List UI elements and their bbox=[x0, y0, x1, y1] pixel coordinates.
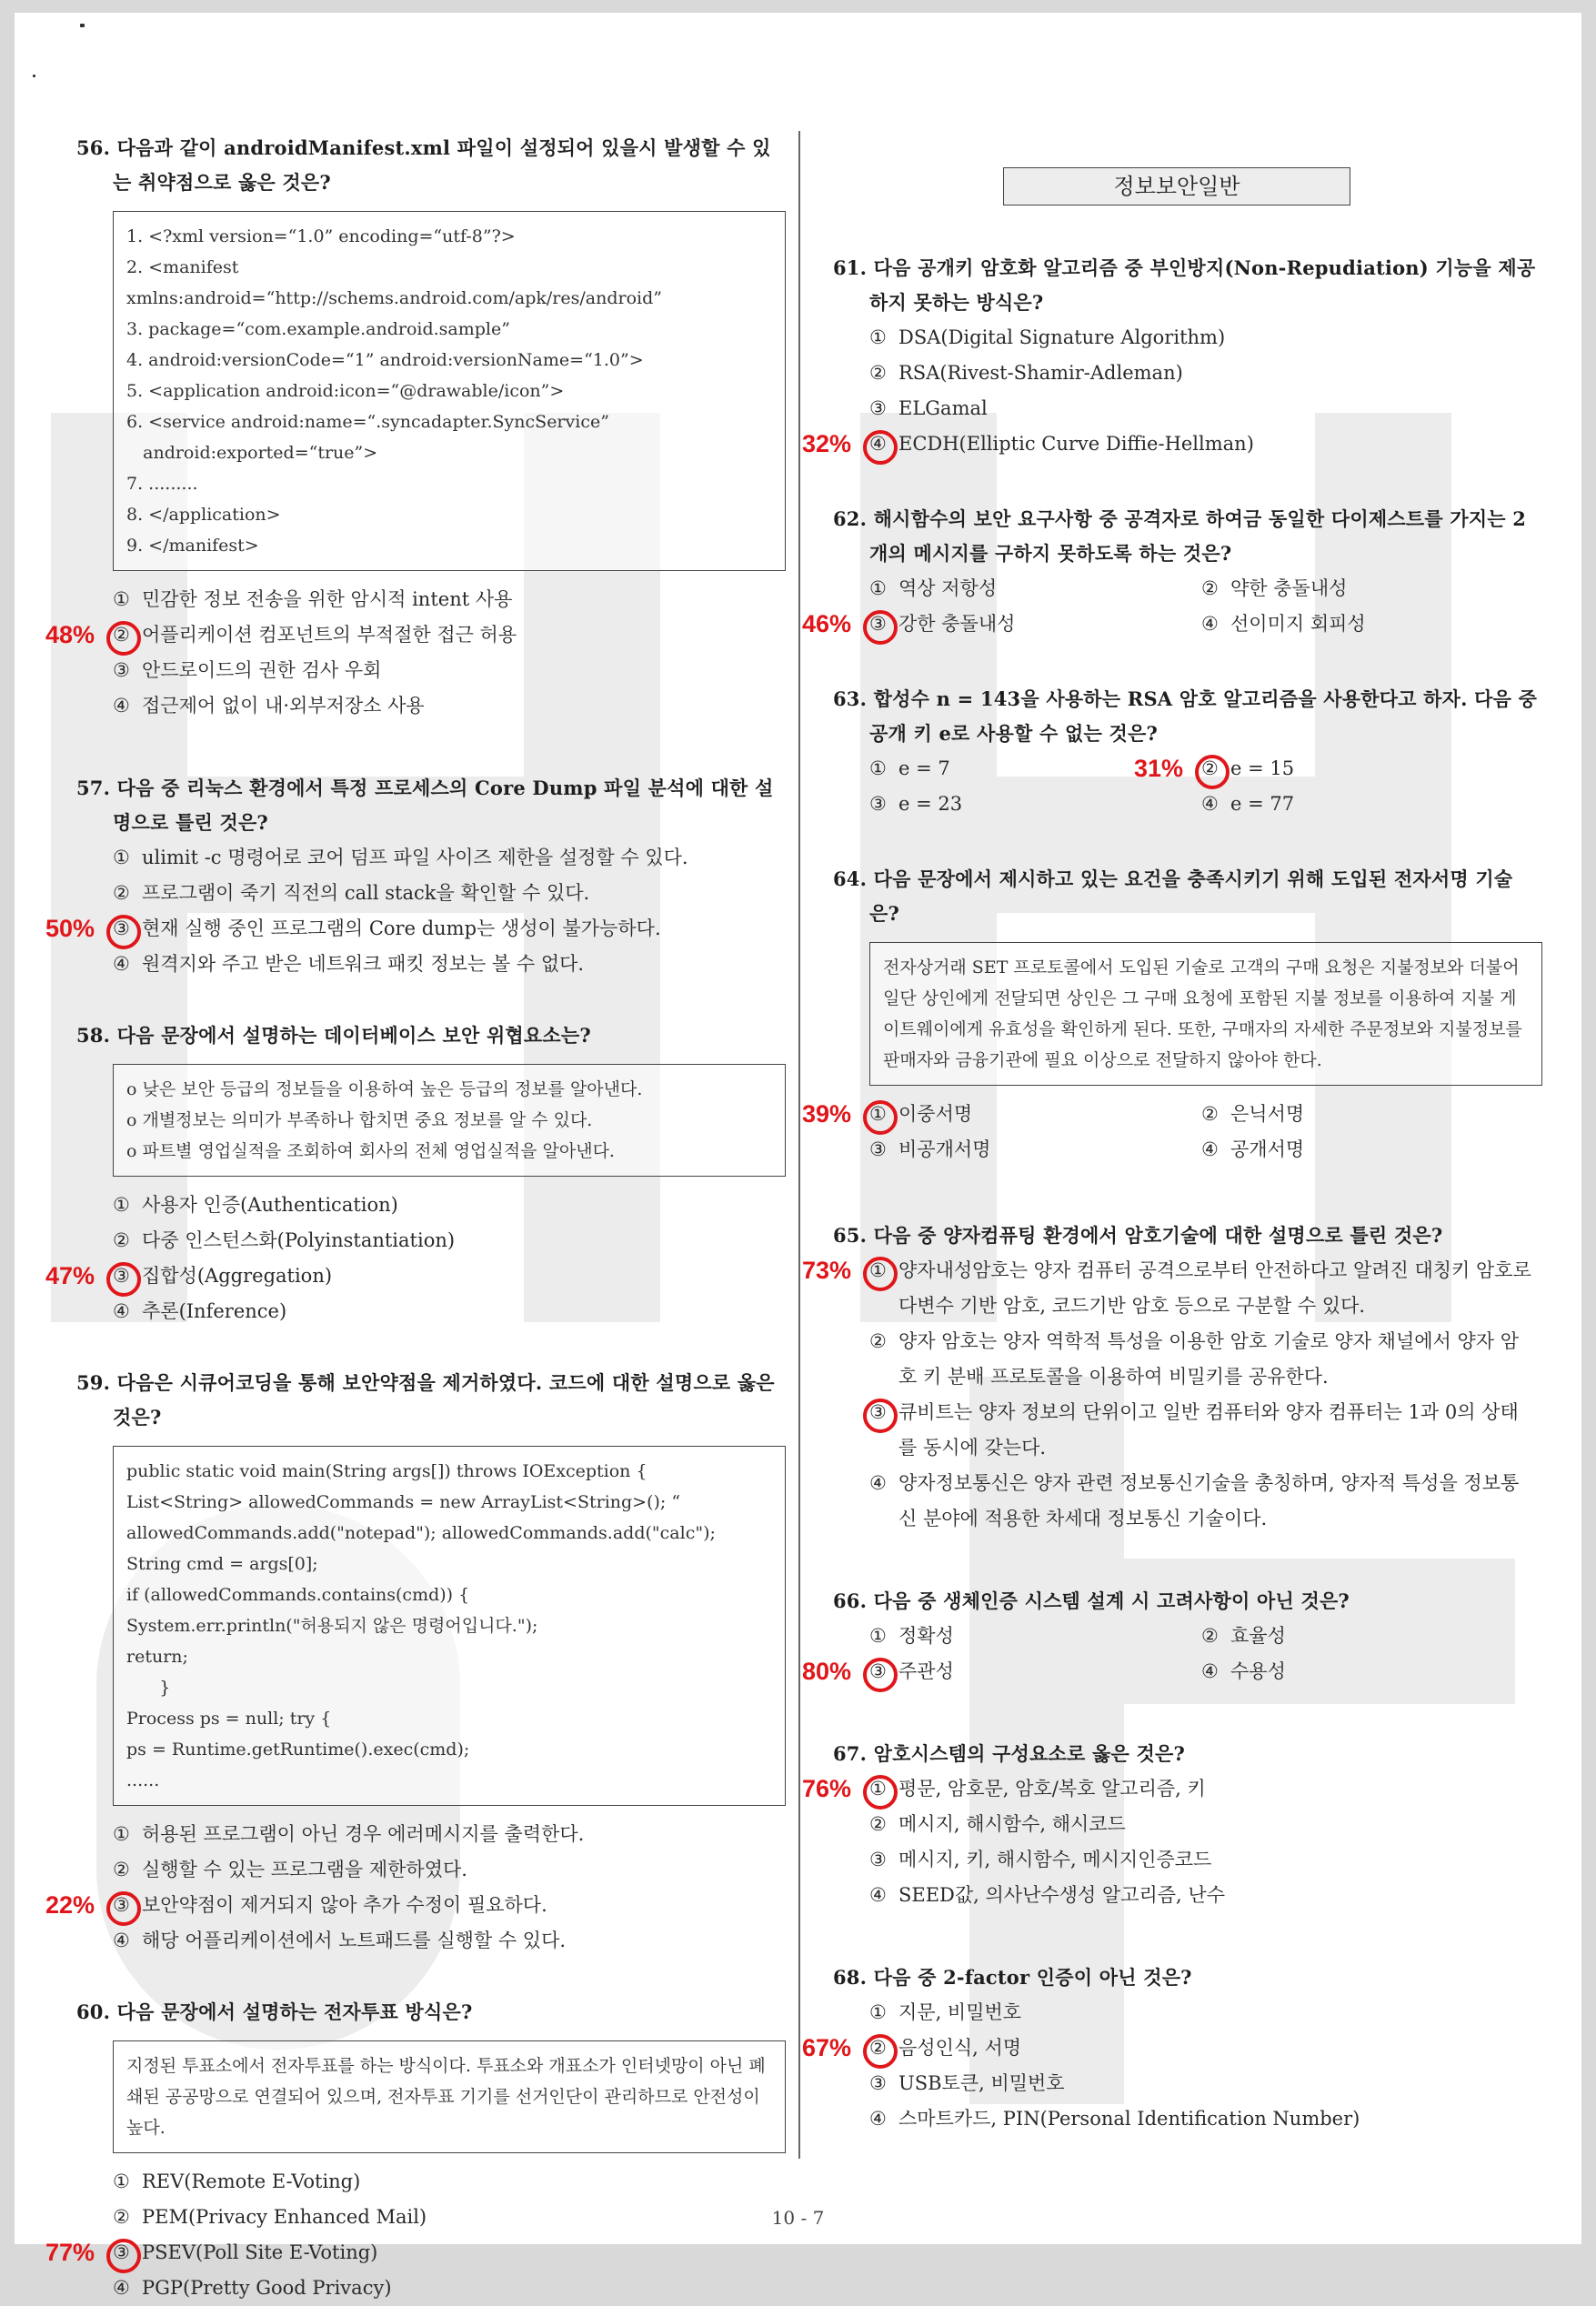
page-number: 10 - 7 bbox=[771, 2207, 825, 2229]
option-number: ② bbox=[1201, 1625, 1219, 1647]
answer-option[interactable] bbox=[869, 571, 1201, 607]
answer-option[interactable] bbox=[869, 1395, 1542, 1466]
question bbox=[802, 862, 1542, 1168]
option-list bbox=[802, 1253, 1542, 1537]
option-list bbox=[802, 1619, 1542, 1689]
question-box bbox=[113, 2040, 786, 2153]
option-number: ④ bbox=[1201, 613, 1219, 635]
question-text: 63. 합성수 n = 143을 사용하는 RSA 암호 알고리즘을 사용한다고 하자. 다음 중 공개 키 e로 사용할 수 없는 것은? bbox=[833, 687, 1538, 745]
box-line: public static void main(String args[]) throws IOException { bbox=[126, 1461, 647, 1481]
column-divider bbox=[798, 131, 800, 2159]
option-text: 어플리케이션 컴포넌트의 부적절한 접근 허용 bbox=[142, 624, 517, 646]
question-box bbox=[869, 942, 1542, 1086]
question-text: 67. 암호시스템의 구성요소로 옳은 것은? bbox=[833, 1742, 1185, 1765]
answer-option[interactable] bbox=[869, 1619, 1201, 1654]
scan-speck bbox=[80, 24, 85, 27]
question bbox=[45, 1366, 786, 1959]
option-list bbox=[45, 1817, 786, 1959]
option-number: ③ bbox=[113, 911, 142, 947]
box-line: 5. <application android:icon=“@drawable/icon”> bbox=[126, 381, 565, 401]
answer-option[interactable] bbox=[113, 1188, 786, 1223]
option-number: ② bbox=[113, 2206, 130, 2228]
answer-option[interactable] bbox=[802, 1253, 1542, 1324]
option-text: 프로그램이 죽기 직전의 call stack을 확인할 수 있다. bbox=[142, 882, 590, 904]
box-line: } bbox=[126, 1678, 171, 1698]
option-number: ③ bbox=[869, 1849, 887, 1870]
option-list bbox=[833, 751, 1542, 822]
option-text: 비공개서명 bbox=[898, 1138, 991, 1160]
percent-annotation: 22% bbox=[45, 1891, 95, 1919]
question-text: 66. 다음 중 생체인증 시스템 설계 시 고려사항이 아닌 것은? bbox=[833, 1589, 1350, 1612]
option-number: ② bbox=[869, 2030, 898, 2066]
answer-option[interactable] bbox=[869, 1324, 1542, 1395]
box-line: 6. <service android:name=“.syncadapter.SyncService” bbox=[126, 412, 609, 432]
option-number: ① bbox=[869, 1625, 887, 1647]
option-number: ② bbox=[1201, 751, 1230, 787]
option-text: 주관성 bbox=[898, 1660, 954, 1682]
option-number: ④ bbox=[113, 695, 130, 717]
option-number: ③ bbox=[113, 659, 130, 681]
answer-option[interactable] bbox=[113, 1923, 786, 1959]
option-text: RSA(Rivest-Shamir-Adleman) bbox=[898, 362, 1183, 384]
option-text: e = 77 bbox=[1230, 793, 1295, 815]
option-number: ④ bbox=[113, 1930, 130, 1951]
option-text: 허용된 프로그램이 아닌 경우 에러메시지를 출력한다. bbox=[142, 1823, 585, 1845]
option-list bbox=[802, 571, 1542, 642]
answer-option[interactable] bbox=[113, 1852, 786, 1888]
box-line: 9. </manifest> bbox=[126, 536, 259, 556]
option-number: ④ bbox=[1201, 793, 1219, 815]
percent-annotation: 77% bbox=[45, 2239, 95, 2266]
question-text: 59. 다음은 시큐어코딩을 통해 보안약점을 제거하였다. 코드에 대한 설명으로 옳은 것은? bbox=[76, 1371, 775, 1429]
option-number: ③ bbox=[869, 1654, 898, 1689]
option-number: ① bbox=[869, 2001, 887, 2023]
question bbox=[802, 1218, 1542, 1537]
option-text: 민감한 정보 전송을 위한 암시적 intent 사용 bbox=[142, 588, 513, 610]
percent-annotation: 48% bbox=[45, 621, 95, 648]
answer-option[interactable] bbox=[869, 1842, 1542, 1878]
option-text: 지문, 비밀번호 bbox=[898, 2001, 1022, 2023]
answer-option[interactable] bbox=[45, 911, 786, 947]
percent-annotation: 73% bbox=[802, 1257, 852, 1284]
answer-option[interactable] bbox=[1201, 1619, 1529, 1654]
question bbox=[833, 682, 1542, 822]
option-text: 공개서명 bbox=[1230, 1138, 1305, 1160]
answer-option[interactable] bbox=[45, 1888, 786, 1923]
answer-option[interactable] bbox=[869, 787, 1201, 822]
box-line: String cmd = args[0]; bbox=[126, 1554, 318, 1574]
box-line: 1. <?xml version=“1.0” encoding=“utf-8”?> bbox=[126, 226, 516, 246]
box-line: 3. package=“com.example.android.sample” bbox=[126, 319, 510, 339]
box-line: 8. </application> bbox=[126, 505, 281, 525]
answer-option[interactable] bbox=[802, 607, 1201, 642]
option-number: ④ bbox=[113, 1300, 130, 1322]
exam-page bbox=[15, 13, 1581, 2299]
option-text: 스마트카드, PIN(Personal Identification Number) bbox=[898, 2108, 1360, 2130]
option-text: 실행할 수 있는 프로그램을 제한하였다. bbox=[142, 1859, 467, 1880]
answer-option[interactable] bbox=[869, 356, 1542, 391]
option-number: ③ bbox=[113, 1258, 142, 1294]
answer-option[interactable] bbox=[113, 653, 786, 688]
option-text: ulimit -c 명령어로 코어 덤프 파일 사이즈 제한을 설정할 수 있다. bbox=[142, 847, 688, 868]
answer-option[interactable] bbox=[802, 1097, 1201, 1132]
option-text: e = 7 bbox=[898, 757, 950, 779]
option-text: 약한 충돌내성 bbox=[1230, 577, 1348, 599]
option-number: ① bbox=[869, 577, 887, 599]
box-line: allowedCommands.add("notepad"); allowedCommands.add("calc"); bbox=[126, 1523, 716, 1543]
option-number: ② bbox=[1201, 1103, 1219, 1125]
answer-option[interactable] bbox=[802, 426, 1542, 462]
option-text: 메시지, 해시함수, 해시코드 bbox=[898, 1813, 1126, 1835]
option-text: SEED값, 의사난수생성 알고리즘, 난수 bbox=[898, 1884, 1225, 1906]
left-column bbox=[45, 131, 786, 2306]
option-number: ① bbox=[869, 1771, 898, 1807]
box-line: o 낮은 보안 등급의 정보들을 이용하여 높은 등급의 정보를 알아낸다. bbox=[126, 1079, 643, 1099]
option-number: ① bbox=[869, 1253, 898, 1288]
option-text: DSA(Digital Signature Algorithm) bbox=[898, 326, 1226, 348]
option-text: ECDH(Elliptic Curve Diffie-Hellman) bbox=[898, 433, 1254, 455]
option-number: ④ bbox=[1201, 1138, 1219, 1160]
answer-option[interactable] bbox=[113, 840, 786, 876]
option-text: 수용성 bbox=[1230, 1660, 1286, 1682]
option-list bbox=[45, 2164, 786, 2306]
answer-option[interactable] bbox=[869, 1466, 1542, 1537]
option-text: USB토큰, 비밀번호 bbox=[898, 2072, 1065, 2094]
option-number: ③ bbox=[869, 1395, 898, 1430]
option-text: e = 15 bbox=[1230, 757, 1295, 779]
option-text: 집합성(Aggregation) bbox=[142, 1265, 333, 1287]
box-line: 전자상거래 SET 프로토콜에서 도입된 기술로 고객의 구매 요청은 지불정보와 더불어 일단 상인에게 전달되면 상인은 그 구매 요청에 포함된 지불 정보를 이용하여 지불 게이트웨이에게 유효성을 확인하게 된다. 또한, 구매자의 자세한 주문정보와 지불정보를 판매자와 금융기관에 필요 이상으로 전달하지 않아야 한다. bbox=[883, 957, 1528, 1070]
percent-annotation: 80% bbox=[802, 1658, 852, 1685]
option-list bbox=[802, 1995, 1542, 2137]
option-text: 해당 어플리케이션에서 노트패드를 실행할 수 있다. bbox=[142, 1930, 567, 1951]
question-box bbox=[113, 1064, 786, 1177]
answer-option[interactable] bbox=[869, 1995, 1542, 2030]
option-text: 사용자 인증(Authentication) bbox=[142, 1194, 398, 1216]
box-line: return; bbox=[126, 1647, 188, 1667]
option-number: ② bbox=[113, 1229, 130, 1251]
answer-option[interactable] bbox=[802, 2030, 1542, 2066]
option-number: ④ bbox=[113, 2277, 130, 2299]
option-text: 추론(Inference) bbox=[142, 1300, 287, 1322]
answer-option[interactable] bbox=[869, 2101, 1542, 2137]
percent-annotation: 31% bbox=[1134, 755, 1184, 782]
box-line: 7. ......... bbox=[126, 474, 198, 494]
option-text: 양자내성암호는 양자 컴퓨터 공격으로부터 안전하다고 알려진 대칭키 암호로 다변수 기반 암호, 코드기반 암호 등으로 구분할 수 있다. bbox=[898, 1259, 1531, 1317]
question bbox=[802, 1960, 1542, 2137]
question bbox=[802, 1737, 1542, 1913]
box-line: o 파트별 영업실적을 조회하여 회사의 전체 영업실적을 알아낸다. bbox=[126, 1141, 615, 1161]
option-text: 메시지, 키, 해시함수, 메시지인증코드 bbox=[898, 1849, 1212, 1870]
option-text: 선이미지 회피성 bbox=[1230, 613, 1366, 635]
option-number: ③ bbox=[869, 793, 887, 815]
answer-option[interactable] bbox=[869, 391, 1542, 426]
percent-annotation: 67% bbox=[802, 2034, 852, 2061]
option-number: ④ bbox=[113, 953, 130, 975]
answer-option[interactable] bbox=[802, 1771, 1542, 1807]
question bbox=[45, 131, 786, 724]
answer-option[interactable] bbox=[869, 1878, 1542, 1913]
answer-option[interactable] bbox=[869, 1132, 1201, 1168]
option-list bbox=[45, 1188, 786, 1329]
box-line: ...... bbox=[126, 1770, 160, 1790]
answer-option[interactable] bbox=[113, 688, 786, 724]
answer-option[interactable] bbox=[1201, 1097, 1529, 1132]
option-number: ④ bbox=[869, 2108, 887, 2130]
option-text: 효율성 bbox=[1230, 1625, 1286, 1647]
answer-option[interactable] bbox=[45, 1258, 786, 1294]
answer-option[interactable] bbox=[113, 2164, 786, 2200]
percent-annotation: 46% bbox=[802, 610, 852, 637]
option-text: 음성인식, 서명 bbox=[898, 2037, 1022, 2059]
answer-option[interactable] bbox=[1201, 787, 1529, 822]
option-text: PEM(Privacy Enhanced Mail) bbox=[142, 2206, 427, 2228]
answer-option[interactable] bbox=[113, 876, 786, 911]
percent-annotation: 50% bbox=[45, 915, 95, 942]
answer-option[interactable] bbox=[1134, 751, 1529, 787]
box-line: Process ps = null; try { bbox=[126, 1709, 332, 1729]
option-number: ① bbox=[869, 326, 887, 348]
option-text: 이중서명 bbox=[898, 1103, 973, 1125]
question-text: 65. 다음 중 양자컴퓨팅 환경에서 암호기술에 대한 설명으로 틀린 것은? bbox=[833, 1224, 1443, 1247]
percent-annotation: 32% bbox=[802, 430, 852, 457]
question-text: 68. 다음 중 2-factor 인증이 아닌 것은? bbox=[833, 1966, 1192, 1989]
right-column bbox=[802, 251, 1542, 2137]
question-text: 61. 다음 공개키 암호화 알고리즘 중 부인방지(Non-Repudiation) 기능을 제공하지 못하는 방식은? bbox=[833, 256, 1536, 314]
option-text: 평문, 암호문, 암호/복호 알고리즘, 키 bbox=[898, 1778, 1206, 1800]
question-text: 60. 다음 문장에서 설명하는 전자투표 방식은? bbox=[76, 2000, 473, 2023]
percent-annotation: 47% bbox=[45, 1262, 95, 1289]
answer-option[interactable] bbox=[45, 2235, 786, 2271]
option-number: ② bbox=[869, 1813, 887, 1835]
option-text: ELGamal bbox=[898, 397, 988, 419]
option-number: ① bbox=[113, 847, 130, 868]
box-line: System.err.println("허용되지 않은 명령어입니다."); bbox=[126, 1616, 538, 1636]
box-line: 4. android:versionCode=“1” android:versionName=“1.0”> bbox=[126, 350, 644, 370]
option-text: 은닉서명 bbox=[1230, 1103, 1305, 1125]
question bbox=[45, 1995, 786, 2306]
option-number: ③ bbox=[869, 1138, 887, 1160]
answer-option[interactable] bbox=[869, 320, 1542, 356]
option-number: ② bbox=[869, 1330, 887, 1352]
percent-annotation: 76% bbox=[802, 1775, 852, 1802]
question bbox=[802, 251, 1542, 462]
option-number: ① bbox=[869, 1097, 898, 1132]
box-line: 2. <manifest xmlns:android=“http://schems.android.com/apk/res/android” bbox=[126, 257, 662, 308]
box-line: o 개별정보는 의미가 부족하나 합치면 중요 정보를 알 수 있다. bbox=[126, 1110, 593, 1130]
question-text: 62. 해시함수의 보안 요구사항 중 공격자로 하여금 동일한 다이제스트를 가지는 2개의 메시지를 구하지 못하도록 하는 것은? bbox=[833, 507, 1527, 565]
option-text: REV(Remote E-Voting) bbox=[142, 2171, 361, 2192]
option-number: ② bbox=[869, 362, 887, 384]
option-text: 보안약점이 제거되지 않아 추가 수정이 필요하다. bbox=[142, 1894, 547, 1916]
answer-option[interactable] bbox=[1201, 571, 1529, 607]
question-box bbox=[113, 1446, 786, 1806]
box-line: List<String> allowedCommands = new ArrayList<String>(); “ bbox=[126, 1492, 681, 1512]
option-text: 정확성 bbox=[898, 1625, 954, 1647]
answer-option[interactable] bbox=[802, 1654, 1201, 1689]
box-line: if (allowedCommands.contains(cmd)) { bbox=[126, 1585, 470, 1605]
answer-option[interactable] bbox=[1201, 1132, 1529, 1168]
answer-option[interactable] bbox=[1201, 607, 1529, 642]
answer-option[interactable] bbox=[113, 1817, 786, 1852]
question bbox=[802, 1584, 1542, 1689]
answer-option[interactable] bbox=[113, 2271, 786, 2306]
option-number: ② bbox=[113, 882, 130, 904]
option-text: 안드로이드의 권한 검사 우회 bbox=[142, 659, 382, 681]
question-text: 56. 다음과 같이 androidManifest.xml 파일이 설정되어 있을시 발생할 수 있는 취약점으로 옳은 것은? bbox=[76, 136, 771, 194]
option-text: e = 23 bbox=[898, 793, 963, 815]
question bbox=[45, 771, 786, 982]
answer-option[interactable] bbox=[113, 1223, 786, 1258]
option-list bbox=[45, 582, 786, 724]
option-list bbox=[802, 1771, 1542, 1913]
option-list bbox=[802, 320, 1542, 462]
question-text: 58. 다음 문장에서 설명하는 데이터베이스 보안 위협요소는? bbox=[76, 1024, 591, 1047]
section-title: 정보보안일반 bbox=[1003, 167, 1350, 206]
option-text: 강한 충돌내성 bbox=[898, 613, 1016, 635]
option-text: 접근제어 없이 내·외부저장소 사용 bbox=[142, 695, 425, 717]
option-number: ② bbox=[113, 617, 142, 653]
option-number: ② bbox=[113, 1859, 130, 1880]
option-text: 양자정보통신은 양자 관련 정보통신기술을 총칭하며, 양자적 특성을 정보통신 분야에 적용한 차세대 정보통신 기술이다. bbox=[898, 1472, 1520, 1529]
option-number: ② bbox=[1201, 577, 1219, 599]
option-number: ③ bbox=[113, 2235, 142, 2271]
option-list bbox=[802, 1097, 1542, 1168]
answer-option[interactable] bbox=[113, 947, 786, 982]
answer-option[interactable] bbox=[869, 1807, 1542, 1842]
percent-annotation: 39% bbox=[802, 1100, 852, 1128]
option-number: ④ bbox=[869, 1884, 887, 1906]
option-number: ① bbox=[113, 1823, 130, 1845]
option-text: PSEV(Poll Site E-Voting) bbox=[142, 2241, 378, 2263]
scan-speck bbox=[33, 75, 35, 77]
option-text: 양자 암호는 양자 역학적 특성을 이용한 암호 기술로 양자 채널에서 양자 암호 키 분배 프로토콜을 이용하여 비밀키를 공유한다. bbox=[898, 1330, 1520, 1388]
question bbox=[802, 502, 1542, 642]
option-text: 다중 인스턴스화(Polyinstantiation) bbox=[142, 1229, 456, 1251]
box-line: android:exported=“true”> bbox=[126, 443, 378, 463]
answer-option[interactable] bbox=[113, 582, 786, 617]
option-text: 역상 저항성 bbox=[898, 577, 998, 599]
answer-option[interactable] bbox=[1201, 1654, 1529, 1689]
option-number: ④ bbox=[1201, 1660, 1219, 1682]
option-number: ① bbox=[869, 757, 887, 779]
option-number: ③ bbox=[869, 397, 887, 419]
option-text: 현재 실행 중인 프로그램의 Core dump는 생성이 불가능하다. bbox=[142, 917, 661, 939]
question-text: 57. 다음 중 리눅스 환경에서 특정 프로세스의 Core Dump 파일 분석에 대한 설명으로 틀린 것은? bbox=[76, 777, 774, 834]
question bbox=[45, 1018, 786, 1329]
option-number: ① bbox=[113, 588, 130, 610]
question-box bbox=[113, 211, 786, 571]
option-number: ④ bbox=[869, 1472, 887, 1494]
option-number: ① bbox=[113, 1194, 130, 1216]
answer-option[interactable] bbox=[113, 1294, 786, 1329]
option-list bbox=[45, 840, 786, 982]
box-line: 지정된 투표소에서 전자투표를 하는 방식이다. 투표소와 개표소가 인터넷망이 아닌 폐쇄된 공공망으로 연결되어 있으며, 전자투표 기기를 선거인단이 관리하므로 안전성이 높다. bbox=[126, 2056, 766, 2138]
option-number: ③ bbox=[869, 2072, 887, 2094]
option-number: ④ bbox=[869, 426, 898, 462]
option-number: ③ bbox=[869, 607, 898, 642]
box-line: ps = Runtime.getRuntime().exec(cmd); bbox=[126, 1740, 470, 1760]
option-text: 큐비트는 양자 정보의 단위이고 일반 컴퓨터와 양자 컴퓨터는 1과 0의 상태를 동시에 갖는다. bbox=[898, 1401, 1519, 1459]
option-text: PGP(Pretty Good Privacy) bbox=[142, 2277, 392, 2299]
option-number: ① bbox=[113, 2171, 130, 2192]
question-text: 64. 다음 문장에서 제시하고 있는 요건을 충족시키기 위해 도입된 전자서명 기술은? bbox=[833, 867, 1513, 925]
option-number: ③ bbox=[113, 1888, 142, 1923]
answer-option[interactable] bbox=[45, 617, 786, 653]
option-text: 원격지와 주고 받은 네트워크 패킷 정보는 볼 수 없다. bbox=[142, 953, 585, 975]
answer-option[interactable] bbox=[869, 2066, 1542, 2101]
